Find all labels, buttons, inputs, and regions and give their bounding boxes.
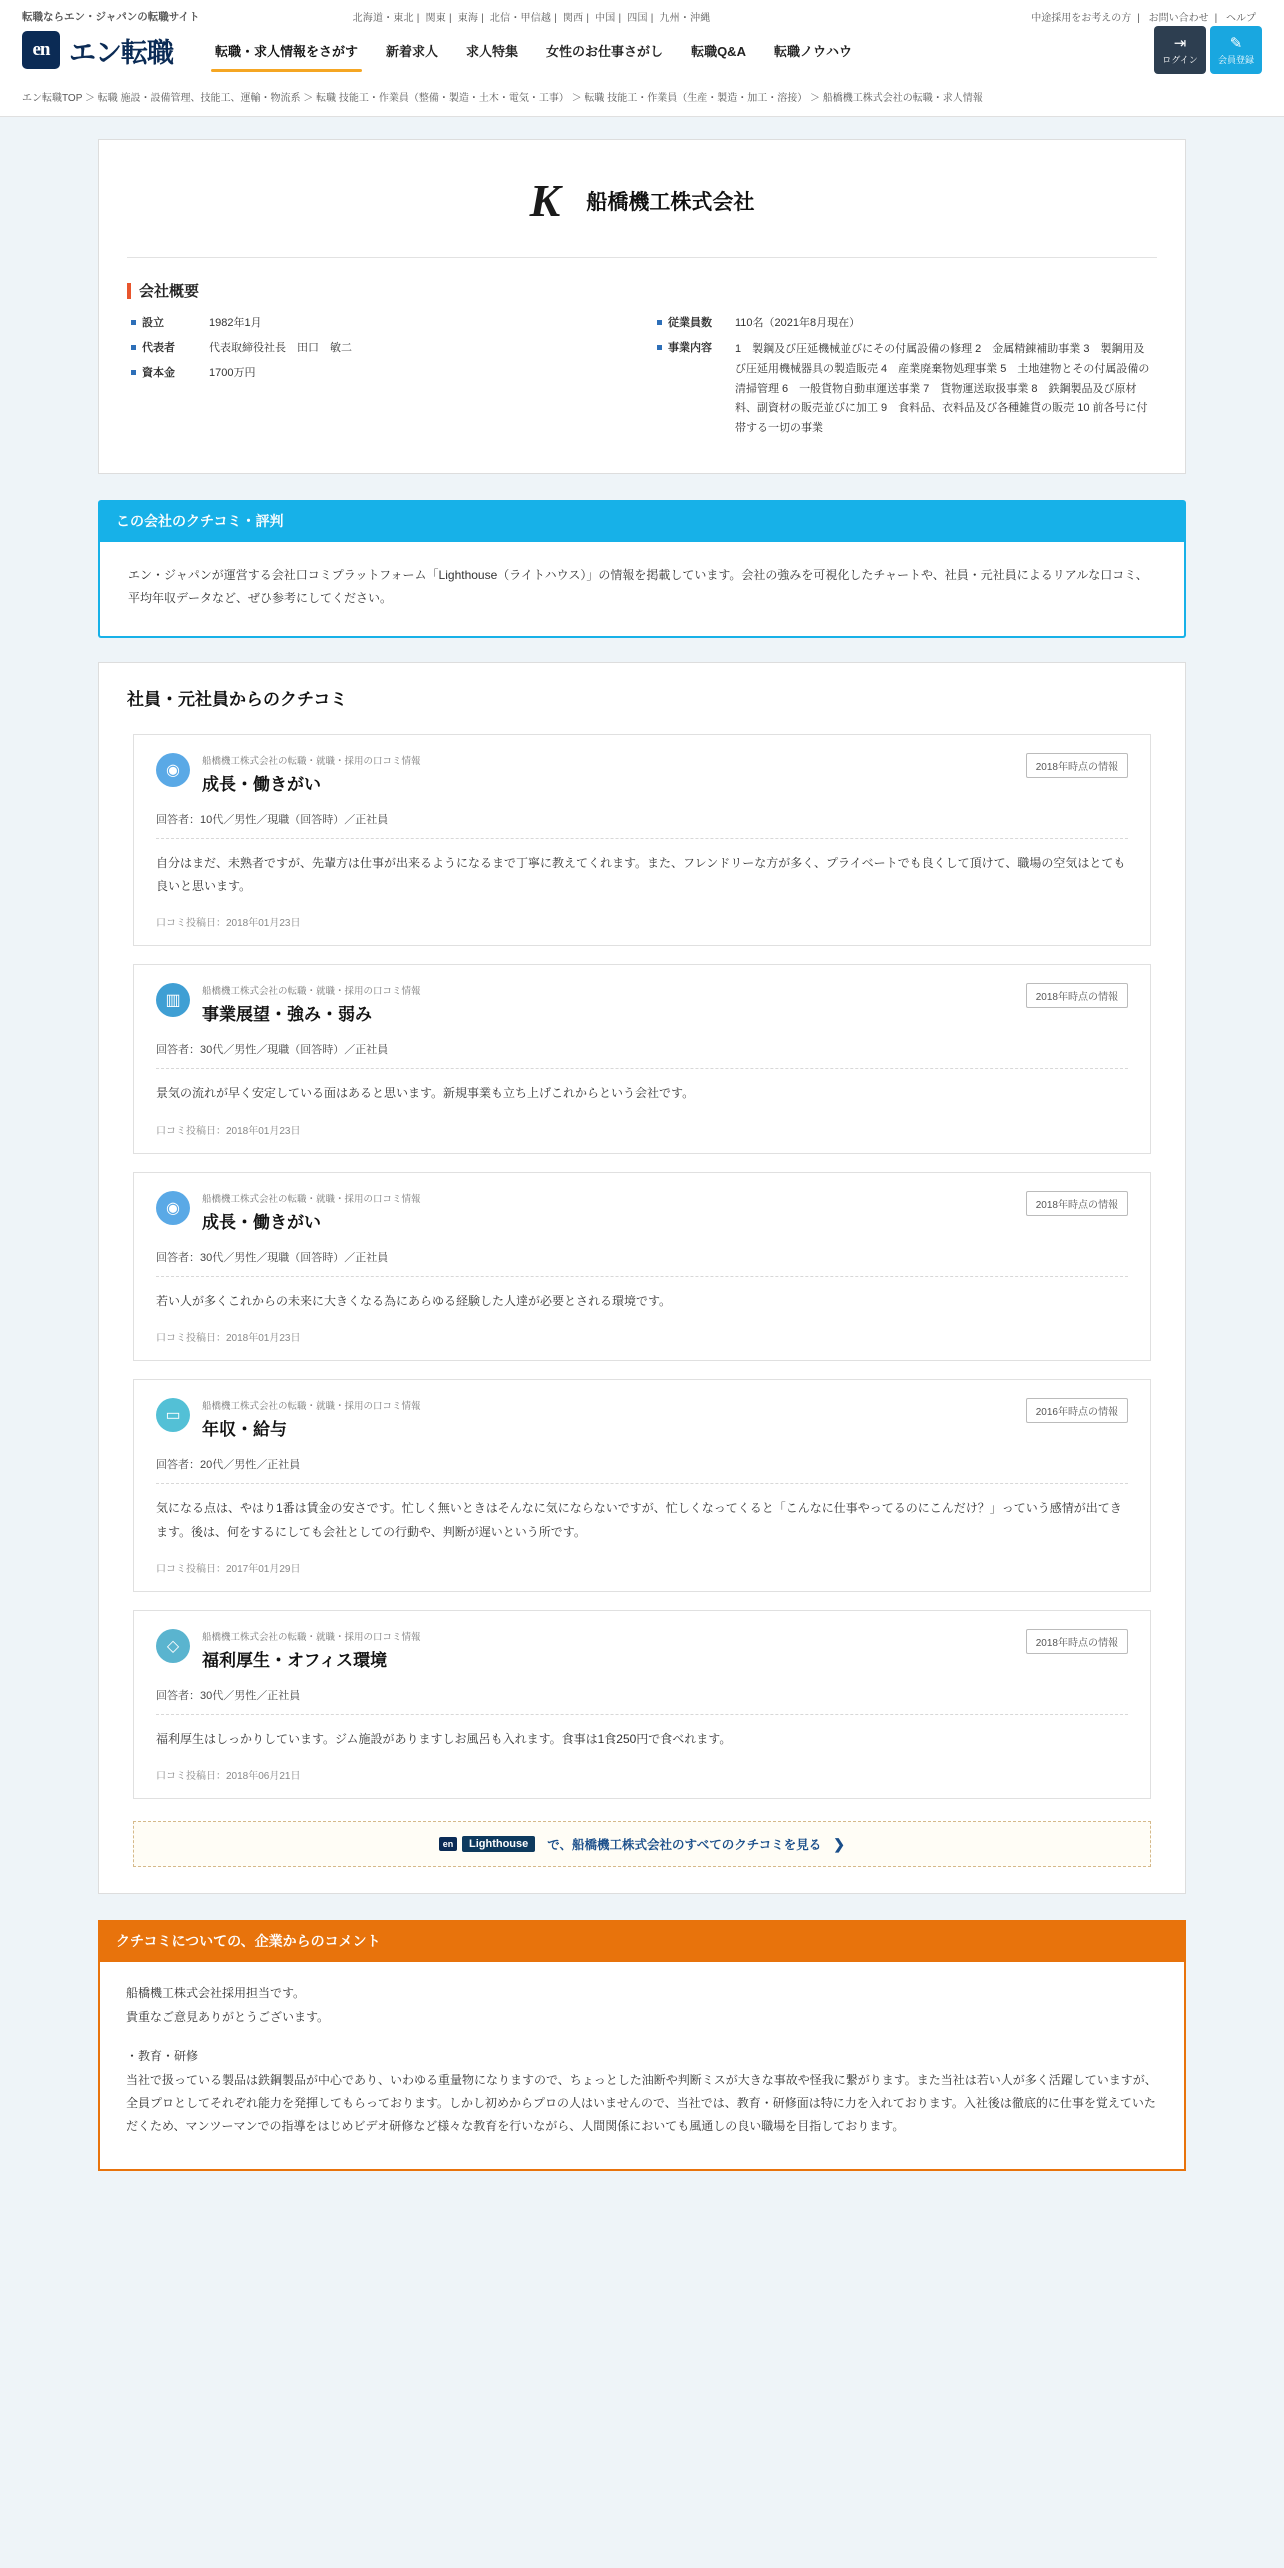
review-respondent: 回答者：30代／男性／現職（回答時）／正社員 [156, 1044, 389, 1057]
bar-chart-icon: ▥ [156, 983, 190, 1017]
nav-knowhow[interactable]: 転職ノウハウ [773, 43, 852, 59]
kuchikomi-intro [98, 500, 1186, 638]
person-growth-icon: ◉ [156, 753, 190, 787]
header-utility-bar [0, 0, 1284, 24]
site-logo[interactable] [22, 31, 173, 70]
pencil-icon: ✎ [1229, 34, 1243, 52]
review-post-date: 口コミ投稿日：2018年01月23日 [156, 1125, 301, 1137]
review-category: 成長・働きがい [202, 1212, 321, 1232]
review-respondent: 回答者：30代／男性／現職（回答時）／正社員 [156, 1251, 389, 1264]
kuchikomi-intro-title: この会社のクチコミ・評判 [98, 500, 1186, 542]
review-heading [202, 1629, 1026, 1671]
divider [156, 1483, 1128, 1484]
divider [156, 838, 1128, 839]
review-category: 成長・働きがい [202, 774, 321, 794]
nav-new-jobs[interactable]: 新着求人 [386, 43, 439, 59]
review-year-badge: 2018年時点の情報 [1026, 753, 1128, 778]
area-link[interactable]: 東海 [457, 13, 479, 24]
utility-link-contact[interactable]: お問い合わせ [1148, 13, 1209, 24]
company-comment-paragraph: 船橋機工株式会社採用担当です。 [126, 1986, 306, 2001]
overview-label: 従業員数 [657, 315, 735, 332]
chevron-right-icon: ❯ [833, 1835, 846, 1852]
tag-icon: ◇ [156, 1629, 190, 1663]
overview-label: 事業内容 [657, 340, 735, 439]
nav-women-jobs[interactable]: 女性のお仕事さがし [546, 43, 664, 59]
nav-job-features[interactable]: 求人特集 [466, 43, 519, 59]
utility-links[interactable]: 中途採用をお考えの方 | お問い合わせ | ヘルプ [1031, 13, 1256, 24]
site-tagline: 転職ならエン・ジャパンの転職サイト [22, 11, 200, 23]
review-header [156, 1629, 1128, 1671]
review-post-date: 口コミ投稿日：2018年06月21日 [156, 1771, 301, 1783]
review-text: 気になる点は、やはり1番は賃金の安さです。忙しく無いときはそんなに気にならないですが、忙しくなってくると「こんなに仕事やってるのにこんだけ？」っていう感情が出てきます。後は、何をするにしても会社としての行動や、判断が遅いという所です。 [156, 1501, 1122, 1539]
review-heading [202, 1398, 1026, 1440]
company-overview [99, 315, 1185, 473]
review-heading [202, 1191, 1026, 1233]
review-year-badge: 2018年時点の情報 [1026, 1629, 1128, 1654]
overview-row [131, 340, 627, 357]
overview-row [131, 365, 627, 382]
review-header [156, 983, 1128, 1025]
company-comment-section [98, 1920, 1186, 2170]
divider [156, 1276, 1128, 1277]
review-text: 景気の流れが早く安定している面はあると思います。新規事業も立ち上げこれからという会社です。 [156, 1086, 695, 1101]
company-comment-paragraph: 当社で扱っている製品は鉄鋼製品が中心であり、いわゆる重量物になりますので、ちょっとした油断や判断ミスが大きな事故や怪我に繋がります。また当社は若い人が多く活躍していますが、全員プロとしてそれぞれ能力を発揮してもらっております。しかし初めからプロの人はいませんので、当社では、教育・研修面は特に力を入れております。入社後は徹底的に仕事を覚えていただくため、マンツーマンでの指導をはじめビデオ研修など様々な教育を行いながら、人間関係においても風通しの良い職場を目指しております。 [126, 2072, 1157, 2134]
review-header [156, 1398, 1128, 1440]
review-text: 若い人が多くこれからの未来に大きくなる為にあらゆる経験した人達が必要とされる環境です。 [156, 1293, 672, 1308]
company-comment-paragraph: 貴重なご意見ありがとうございます。 [126, 2009, 330, 2024]
review-text: 自分はまだ、未熟者ですが、先輩方は仕事が出来るようになるまで丁寧に教えてくれます。また、フレンドリーな方が多く、プライベートでも良くして頂けて、職場の空気はとても良いと思います。 [156, 855, 1126, 894]
review-item [133, 734, 1151, 947]
company-comment-body [98, 1962, 1186, 2170]
overview-value: 代表取締役社長 田口 敏二 [209, 342, 352, 355]
lighthouse-all-reviews-link[interactable] [133, 1821, 1151, 1867]
breadcrumb[interactable]: エン転職TOP ＞ 転職 施設・設備管理、技能工、運輸・物流系 ＞ 転職 技能工・作業員（整備・製造・土木・電気・工事） ＞ 転職 技能工・作業員（生産・製造・加工・溶接） ＞ 船橋機工株式会社の転職・求人情報 [0, 84, 1284, 116]
reviews-title: 社員・元社員からのクチコミ [127, 689, 348, 709]
review-subtitle: 船橋機工株式会社の転職・就職・採用の口コミ情報 [202, 1631, 421, 1643]
signup-button[interactable] [1210, 26, 1262, 74]
company-logo-icon: K [529, 175, 561, 226]
login-button-label: ログイン [1162, 54, 1198, 65]
overview-row [131, 315, 627, 332]
overview-row [657, 315, 1153, 332]
overview-value: 1 製鋼及び圧延機械並びにその付属設備の修理 2 金属精錬補助事業 3 製鋼用及び圧延用機械器具の製造販売 4 産業廃棄物処理事業 5 土地建物とその付属設備の清掃管理 6 一般貨物自動車運送事業 7 貨物運送取扱事業 8 鉄鋼製品及び原材料、副資材の販売並びに加工 9 食料品、衣料品及び各種雑貨の販売 10 前各号に付帯する一切の事業 [735, 343, 1150, 435]
kuchikomi-intro-body [98, 542, 1186, 638]
area-link[interactable]: 北信・甲信越 [489, 13, 552, 24]
nav-search-jobs[interactable]: 転職・求人情報をさがす [201, 29, 372, 72]
en-logo-icon: en [439, 1837, 457, 1851]
divider [156, 1068, 1128, 1069]
company-header [99, 140, 1185, 257]
review-post-date: 口コミ投稿日：2017年01月29日 [156, 1563, 301, 1575]
login-icon: ⇥ [1173, 34, 1187, 52]
review-respondent: 回答者：10代／男性／現職（回答時）／正社員 [156, 813, 389, 826]
overview-label: 設立 [131, 315, 209, 332]
review-header [156, 753, 1128, 795]
utility-link-recruiters[interactable]: 中途採用をお考えの方 [1031, 13, 1132, 24]
review-year-badge: 2018年時点の情報 [1026, 983, 1128, 1008]
area-link[interactable]: 北海道・東北 [352, 13, 414, 24]
company-comment-paragraph: ・教育・研修 [126, 2049, 199, 2064]
overview-value: 1700万円 [209, 367, 256, 380]
review-post-date: 口コミ投稿日：2018年01月23日 [156, 1333, 301, 1345]
overview-row [657, 340, 1153, 439]
person-growth-icon: ◉ [156, 1191, 190, 1225]
review-item [133, 964, 1151, 1153]
header-buttons [1154, 26, 1262, 74]
header-main [0, 24, 1284, 84]
lighthouse-brand: Lighthouse [462, 1836, 535, 1852]
company-comment-title: クチコミについての、企業からのコメント [98, 1920, 1186, 1962]
area-link[interactable]: 中国 [595, 13, 616, 24]
area-links[interactable]: 北海道・東北 | 関東 | 東海 | 北信・甲信越 | 関西 | 中国 | 四国 | 九州・沖縄 [352, 13, 711, 24]
reviews-section [98, 662, 1186, 1895]
area-link[interactable]: 九州・沖縄 [659, 13, 711, 24]
page-body [0, 117, 1284, 2171]
review-heading [202, 753, 1026, 795]
lighthouse-logo [439, 1836, 535, 1852]
divider [127, 257, 1157, 258]
divider [156, 1714, 1128, 1715]
overview-value: 110名（2021年8月現在） [735, 317, 861, 329]
company-name: 船橋機工株式会社 [586, 190, 755, 214]
review-subtitle: 船橋機工株式会社の転職・就職・採用の口コミ情報 [202, 755, 421, 767]
en-logo-icon: en [22, 31, 60, 69]
review-post-date: 口コミ投稿日：2018年01月23日 [156, 918, 301, 930]
overview-label: 資本金 [131, 365, 209, 382]
utility-link-help[interactable]: ヘルプ [1226, 13, 1256, 24]
review-item [133, 1172, 1151, 1361]
global-nav [201, 29, 866, 72]
overview-right-column [657, 315, 1153, 447]
site-logo-text: エン転職 [69, 37, 173, 68]
review-year-badge: 2016年時点の情報 [1026, 1398, 1128, 1423]
company-card [98, 139, 1186, 474]
area-link[interactable]: 四国 [627, 13, 648, 24]
login-button[interactable] [1154, 26, 1206, 74]
kuchikomi-intro-text: エン・ジャパンが運営する会社口コミプラットフォーム「Lighthouse（ライトハウス）」の情報を掲載しています。会社の強みを可視化したチャートや、社員・元社員によるリアルな口コミ、平均年収データなど、ぜひ参考にしてください。 [128, 568, 1148, 605]
review-category: 年収・給与 [202, 1420, 287, 1440]
review-heading [202, 983, 1026, 1025]
review-subtitle: 船橋機工株式会社の転職・就職・採用の口コミ情報 [202, 1401, 421, 1413]
company-overview-title: 会社概要 [127, 280, 1185, 301]
nav-qa[interactable]: 転職Q&A [691, 43, 746, 59]
overview-value: 1982年1月 [209, 317, 262, 329]
site-header [0, 0, 1284, 117]
area-link[interactable]: 関西 [562, 13, 584, 24]
review-item [133, 1610, 1151, 1799]
review-respondent: 回答者：30代／男性／正社員 [156, 1689, 301, 1702]
review-year-badge: 2018年時点の情報 [1026, 1191, 1128, 1216]
money-icon: ▭ [156, 1398, 190, 1432]
review-respondent: 回答者：20代／男性／正社員 [156, 1459, 301, 1472]
overview-label: 代表者 [131, 340, 209, 357]
signup-button-label: 会員登録 [1217, 54, 1254, 65]
review-text: 福利厚生はしっかりしています。ジム施設がありますしお風呂も入れます。食事は1食250円で食べれます。 [156, 1731, 732, 1746]
lighthouse-link-text[interactable]: で、船橋機工株式会社のすべてのクチコミを見る [547, 1838, 822, 1853]
review-header [156, 1191, 1128, 1233]
area-link[interactable]: 関東 [425, 13, 446, 24]
review-category: 事業展望・強み・弱み [202, 1005, 372, 1025]
review-item [133, 1379, 1151, 1592]
review-subtitle: 船橋機工株式会社の転職・就職・採用の口コミ情報 [202, 986, 421, 998]
overview-left-column [131, 315, 627, 447]
review-subtitle: 船橋機工株式会社の転職・就職・採用の口コミ情報 [202, 1193, 421, 1205]
review-category: 福利厚生・オフィス環境 [202, 1650, 388, 1670]
